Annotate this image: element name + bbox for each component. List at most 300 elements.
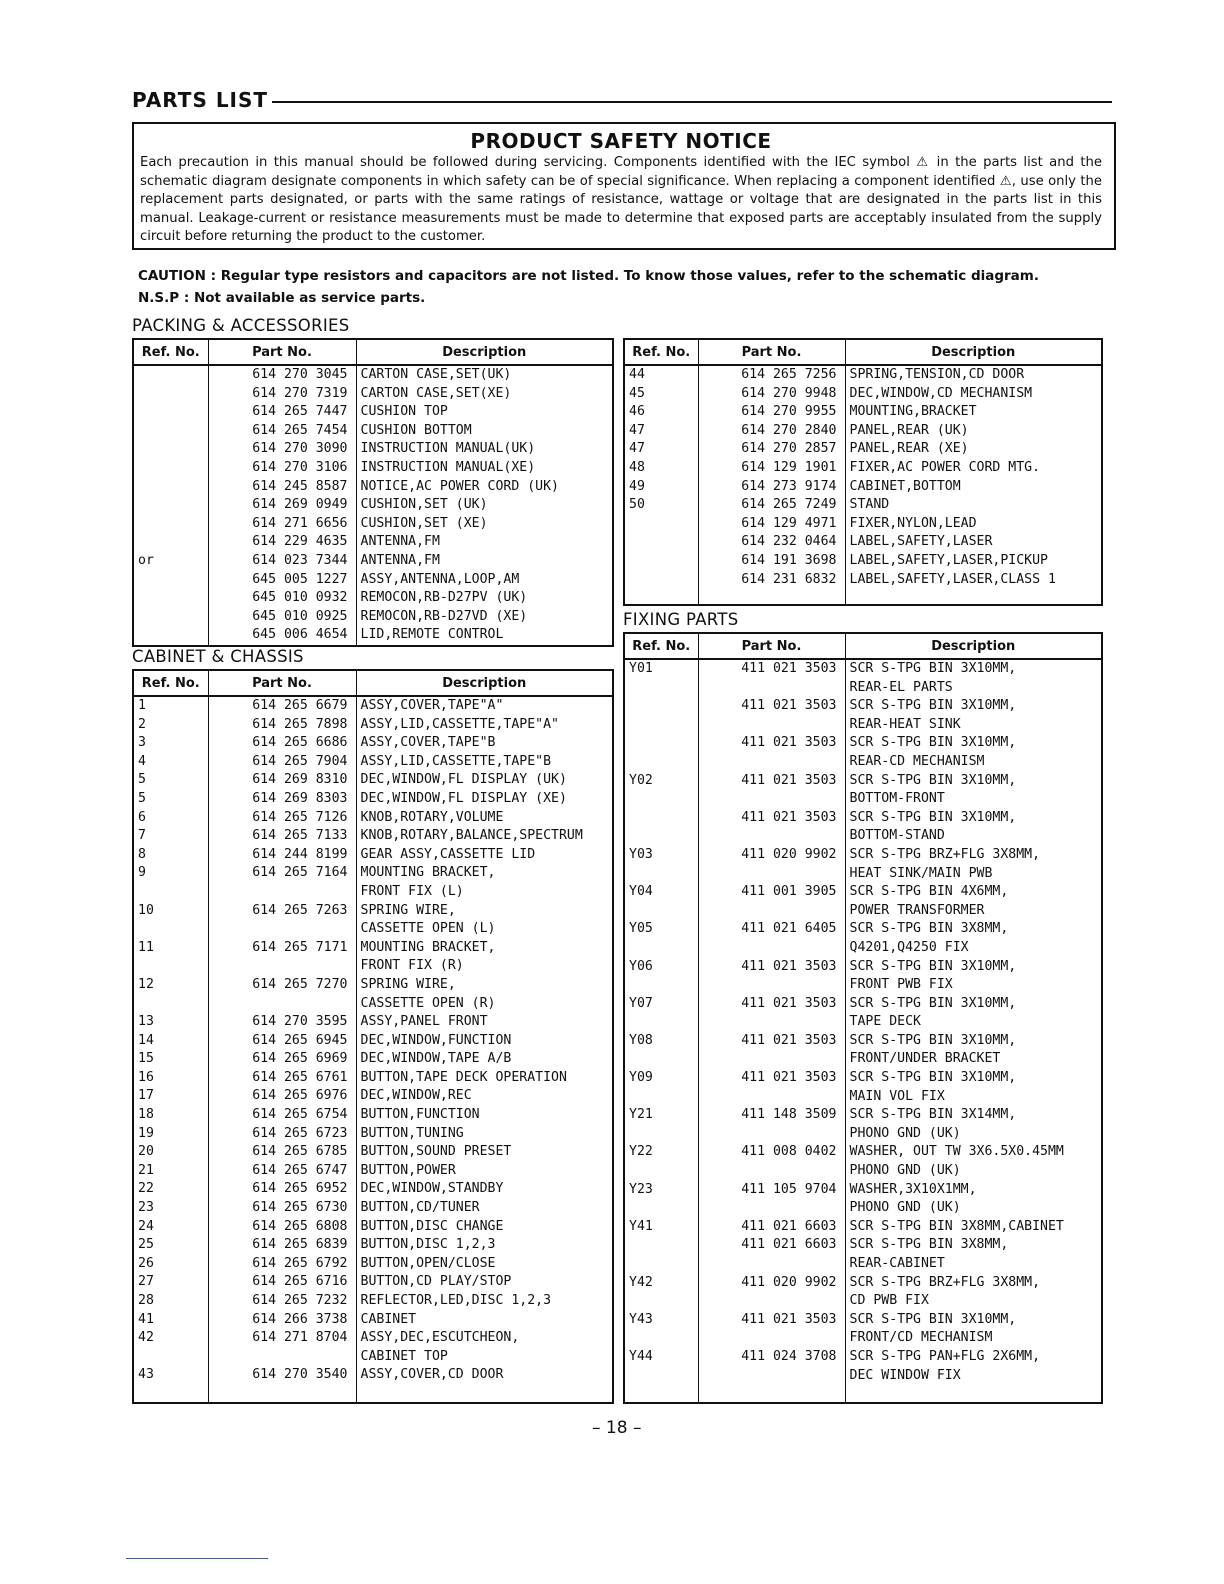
description-cell: WASHER, OUT TW 3X6.5X0.45MM <box>845 1143 1102 1162</box>
table-row <box>624 846 1102 865</box>
table-row <box>133 1087 613 1106</box>
table-row <box>624 753 1102 772</box>
description-cell: ASSY,LID,CASSETTE,TAPE"B <box>356 753 613 772</box>
part-no-cell: 614 270 2857 <box>698 440 845 459</box>
cabinet-table <box>132 669 614 1404</box>
ref-no-cell: Y41 <box>629 1218 653 1234</box>
part-no-cell <box>698 1255 845 1274</box>
description-cell: FRONT FIX (R) <box>356 957 613 976</box>
ref-no-cell <box>624 1367 698 1386</box>
table-row <box>624 883 1102 902</box>
ref-no-cell: Y21 <box>629 1107 653 1123</box>
ref-no-cell: 27 <box>138 1274 154 1290</box>
table-row <box>133 939 613 958</box>
part-no-cell: 614 265 7898 <box>208 716 356 735</box>
description-cell: POWER TRANSFORMER <box>845 902 1102 921</box>
part-no-cell: 614 271 6656 <box>208 515 356 534</box>
description-cell: ASSY,LID,CASSETTE,TAPE"A" <box>356 716 613 735</box>
table-row <box>624 478 1102 497</box>
ref-no-cell: Y04 <box>629 884 653 900</box>
description-cell: DEC,WINDOW,FL DISPLAY (UK) <box>356 771 613 790</box>
description-cell: DEC,WINDOW,STANDBY <box>356 1180 613 1199</box>
ref-no-cell <box>133 365 208 385</box>
ref-no-cell <box>624 697 698 716</box>
part-no-cell: 614 265 6730 <box>208 1199 356 1218</box>
part-no-cell <box>698 790 845 809</box>
description-cell: FRONT FIX (L) <box>356 883 613 902</box>
description-cell: BUTTON,TAPE DECK OPERATION <box>356 1069 613 1088</box>
description-cell: BUTTON,CD PLAY/STOP <box>356 1273 613 1292</box>
col-ref: Ref. No. <box>133 670 208 696</box>
part-no-cell: 614 270 3595 <box>208 1013 356 1032</box>
part-no-cell: 645 010 0932 <box>208 589 356 608</box>
table-row <box>133 440 613 459</box>
ref-no-cell <box>133 883 208 902</box>
table-row <box>624 1348 1102 1367</box>
part-no-cell <box>698 902 845 921</box>
part-no-cell: 614 265 6723 <box>208 1125 356 1144</box>
table-row <box>133 478 613 497</box>
table-row <box>133 1273 613 1292</box>
ref-no-cell <box>624 1292 698 1311</box>
table-row <box>624 1125 1102 1144</box>
ref-no-cell: 5 <box>138 772 146 788</box>
description-cell: PHONO GND (UK) <box>845 1199 1102 1218</box>
description-cell: DEC,WINDOW,REC <box>356 1087 613 1106</box>
ref-no-cell <box>624 533 698 552</box>
part-no-cell: 614 265 6808 <box>208 1218 356 1237</box>
table-row <box>133 533 613 552</box>
description-cell: LABEL,SAFETY,LASER <box>845 533 1102 552</box>
part-no-cell: 411 020 9902 <box>698 846 845 865</box>
table-row <box>133 995 613 1014</box>
part-no-cell <box>208 883 356 902</box>
fixing-section-title: FIXING PARTS <box>623 610 739 629</box>
ref-no-cell <box>133 385 208 404</box>
page-title: PARTS LIST <box>132 88 272 112</box>
safety-notice-box <box>132 122 1116 250</box>
part-no-cell: 614 265 6839 <box>208 1236 356 1255</box>
ref-no-cell: 41 <box>138 1311 154 1327</box>
table-row <box>624 365 1102 385</box>
part-no-cell: 645 010 0925 <box>208 608 356 627</box>
part-no-cell <box>698 1088 845 1107</box>
table-row <box>624 809 1102 828</box>
ref-no-cell <box>624 809 698 828</box>
description-cell: BUTTON,CD/TUNER <box>356 1199 613 1218</box>
table-row <box>133 957 613 976</box>
table-row <box>133 976 613 995</box>
part-no-cell: 645 005 1227 <box>208 571 356 590</box>
part-no-cell: 614 270 7319 <box>208 385 356 404</box>
description-cell: SPRING WIRE, <box>356 902 613 921</box>
ref-no-cell: 8 <box>138 846 146 862</box>
part-no-cell: 411 021 3503 <box>698 659 845 679</box>
description-cell: FRONT/CD MECHANISM <box>845 1329 1102 1348</box>
table-row <box>133 1180 613 1199</box>
description-cell: HEAT SINK/MAIN PWB <box>845 865 1102 884</box>
table-row <box>133 1069 613 1088</box>
ref-no-cell <box>624 1125 698 1144</box>
part-no-cell: 411 021 3503 <box>698 995 845 1014</box>
ref-no-cell <box>624 790 698 809</box>
description-cell: SCR S-TPG BIN 3X10MM, <box>845 809 1102 828</box>
table-row <box>133 626 613 646</box>
part-no-cell: 614 265 6945 <box>208 1032 356 1051</box>
table-row <box>133 809 613 828</box>
ref-no-cell: Y44 <box>629 1348 653 1364</box>
description-cell: SCR S-TPG BIN 3X8MM,CABINET <box>845 1218 1102 1237</box>
part-no-cell: 614 269 0949 <box>208 496 356 515</box>
ref-no-cell <box>624 571 698 590</box>
part-no-cell: 614 232 0464 <box>698 533 845 552</box>
ref-no-cell: 4 <box>138 753 146 769</box>
ref-no-cell: 50 <box>629 497 645 513</box>
ref-no-cell: 12 <box>138 976 154 992</box>
filler-row <box>624 1385 1102 1403</box>
ref-no-cell: 46 <box>629 404 645 420</box>
ref-no-cell: Y08 <box>629 1032 653 1048</box>
part-no-cell <box>698 827 845 846</box>
description-cell: TAPE DECK <box>845 1013 1102 1032</box>
ref-no-cell <box>133 403 208 422</box>
table-row <box>624 1199 1102 1218</box>
table-row <box>624 679 1102 698</box>
empty-cell <box>133 1385 208 1403</box>
part-no-cell: 614 265 7270 <box>208 976 356 995</box>
table-row <box>133 790 613 809</box>
table-row <box>133 496 613 515</box>
ref-no-cell <box>133 533 208 552</box>
description-cell: BUTTON,OPEN/CLOSE <box>356 1255 613 1274</box>
table-row <box>133 1218 613 1237</box>
ref-no-cell: 28 <box>138 1293 154 1308</box>
col-desc: Description <box>845 633 1102 659</box>
packing-section-title: PACKING & ACCESSORIES <box>132 316 350 335</box>
col-desc: Description <box>356 339 613 365</box>
ref-no-cell: 19 <box>138 1125 154 1141</box>
filler-row <box>133 1385 613 1403</box>
part-no-cell: 411 021 3503 <box>698 1032 845 1051</box>
table-row <box>133 920 613 939</box>
part-no-cell <box>698 679 845 698</box>
table-row <box>624 1255 1102 1274</box>
table-row <box>624 902 1102 921</box>
description-cell: BUTTON,TUNING <box>356 1125 613 1144</box>
table-row <box>624 1311 1102 1330</box>
part-no-cell: 614 229 4635 <box>208 533 356 552</box>
ref-no-cell <box>624 827 698 846</box>
description-cell: LABEL,SAFETY,LASER,PICKUP <box>845 552 1102 571</box>
description-cell: BOTTOM-FRONT <box>845 790 1102 809</box>
table-row <box>133 1199 613 1218</box>
part-no-cell: 614 265 7164 <box>208 864 356 883</box>
description-cell: MOUNTING BRACKET, <box>356 939 613 958</box>
table-row <box>133 846 613 865</box>
table-row <box>624 920 1102 939</box>
table-row <box>624 958 1102 977</box>
description-cell: ASSY,COVER,TAPE"A" <box>356 696 613 716</box>
part-no-cell: 411 001 3905 <box>698 883 845 902</box>
part-no-cell: 614 265 6747 <box>208 1162 356 1181</box>
ref-no-cell <box>133 422 208 441</box>
description-cell: REAR-EL PARTS <box>845 679 1102 698</box>
ref-no-cell <box>624 1199 698 1218</box>
empty-cell <box>698 589 845 605</box>
part-no-cell: 411 021 3503 <box>698 1311 845 1330</box>
col-ref: Ref. No. <box>624 633 698 659</box>
description-cell: Q4201,Q4250 FIX <box>845 939 1102 958</box>
ref-no-cell <box>133 626 208 646</box>
table-row <box>624 995 1102 1014</box>
ref-no-cell <box>133 515 208 534</box>
table-row <box>133 1255 613 1274</box>
part-no-cell: 614 265 6969 <box>208 1050 356 1069</box>
ref-no-cell: or <box>138 552 154 568</box>
description-cell: REMOCON,RB-D27PV (UK) <box>356 589 613 608</box>
part-no-cell: 411 021 3503 <box>698 958 845 977</box>
ref-no-cell: 43 <box>138 1367 154 1383</box>
part-no-cell: 411 021 3503 <box>698 809 845 828</box>
description-cell: SCR S-TPG BIN 3X10MM, <box>845 772 1102 791</box>
description-cell: CASSETTE OPEN (R) <box>356 995 613 1014</box>
description-cell: ANTENNA,FM <box>356 552 613 571</box>
cabinet-continued-table <box>623 338 1103 606</box>
part-no-cell: 614 270 3090 <box>208 440 356 459</box>
part-no-cell: 614 270 3106 <box>208 459 356 478</box>
part-no-cell <box>698 1329 845 1348</box>
ref-no-cell <box>624 865 698 884</box>
part-no-cell: 614 265 7232 <box>208 1292 356 1311</box>
ref-no-cell: 3 <box>138 735 146 751</box>
ref-no-cell: Y22 <box>629 1144 653 1160</box>
ref-no-cell: 23 <box>138 1200 154 1216</box>
description-cell: SCR S-TPG BRZ+FLG 3X8MM, <box>845 846 1102 865</box>
table-row <box>624 403 1102 422</box>
table-row <box>624 459 1102 478</box>
ref-no-cell: 25 <box>138 1237 154 1253</box>
description-cell: CUSHION,SET (XE) <box>356 515 613 534</box>
part-no-cell: 614 270 3045 <box>208 365 356 385</box>
part-no-cell: 614 265 7126 <box>208 809 356 828</box>
ref-no-cell: 13 <box>138 1014 154 1030</box>
ref-no-cell <box>133 995 208 1014</box>
part-no-cell <box>698 1125 845 1144</box>
ref-no-cell: Y07 <box>629 995 653 1011</box>
ref-no-cell <box>624 716 698 735</box>
part-no-cell: 614 265 7171 <box>208 939 356 958</box>
ref-no-cell <box>624 1236 698 1255</box>
part-no-cell: 614 265 7904 <box>208 753 356 772</box>
col-desc: Description <box>845 339 1102 365</box>
col-desc: Description <box>356 670 613 696</box>
fixing-table <box>623 632 1103 1404</box>
part-no-cell: 614 265 7263 <box>208 902 356 921</box>
part-no-cell: 614 265 6716 <box>208 1273 356 1292</box>
part-no-cell: 614 270 9955 <box>698 403 845 422</box>
ref-no-cell <box>624 1050 698 1069</box>
col-part: Part No. <box>208 339 356 365</box>
ref-no-cell <box>624 552 698 571</box>
ref-no-cell: 16 <box>138 1069 154 1085</box>
table-row <box>624 865 1102 884</box>
ref-no-cell <box>133 1348 208 1367</box>
description-cell: CD PWB FIX <box>845 1292 1102 1311</box>
part-no-cell: 411 105 9704 <box>698 1181 845 1200</box>
table-row <box>624 1274 1102 1293</box>
ref-no-cell: 2 <box>138 716 146 732</box>
table-row <box>133 864 613 883</box>
table-row <box>133 1143 613 1162</box>
table-row <box>624 1218 1102 1237</box>
table-row <box>624 1106 1102 1125</box>
ref-no-cell <box>133 571 208 590</box>
footer-line <box>126 1558 268 1559</box>
description-cell: SPRING WIRE, <box>356 976 613 995</box>
part-no-cell <box>698 716 845 735</box>
part-no-cell: 614 245 8587 <box>208 478 356 497</box>
table-row <box>133 515 613 534</box>
cabinet-section-title: CABINET & CHASSIS <box>132 647 304 666</box>
ref-no-cell: Y06 <box>629 958 653 974</box>
part-no-cell: 614 191 3698 <box>698 552 845 571</box>
ref-no-cell: 7 <box>138 828 146 844</box>
table-row <box>133 734 613 753</box>
col-part: Part No. <box>208 670 356 696</box>
col-ref: Ref. No. <box>133 339 208 365</box>
description-cell: SCR S-TPG BIN 3X10MM, <box>845 958 1102 977</box>
part-no-cell: 411 021 3503 <box>698 772 845 791</box>
table-row <box>133 1292 613 1311</box>
ref-no-cell <box>624 1013 698 1032</box>
part-no-cell <box>698 1367 845 1386</box>
col-ref: Ref. No. <box>624 339 698 365</box>
part-no-cell <box>208 920 356 939</box>
table-row <box>624 772 1102 791</box>
table-row <box>133 608 613 627</box>
ref-no-cell <box>624 734 698 753</box>
empty-cell <box>208 1385 356 1403</box>
ref-no-cell: 20 <box>138 1144 154 1160</box>
table-row <box>133 589 613 608</box>
description-cell: PANEL,REAR (XE) <box>845 440 1102 459</box>
table-row <box>133 365 613 385</box>
part-no-cell: 614 265 7249 <box>698 496 845 515</box>
ref-no-cell: 21 <box>138 1162 154 1178</box>
table-row <box>624 1181 1102 1200</box>
filler-row <box>624 589 1102 605</box>
part-no-cell: 614 129 4971 <box>698 515 845 534</box>
part-no-cell <box>698 1292 845 1311</box>
part-no-cell: 614 269 8303 <box>208 790 356 809</box>
description-cell: ASSY,ANTENNA,LOOP,AM <box>356 571 613 590</box>
ref-no-cell: 24 <box>138 1218 154 1234</box>
table-row <box>133 1329 613 1348</box>
description-cell: CABINET <box>356 1311 613 1330</box>
ref-no-cell <box>624 976 698 995</box>
description-cell: CUSHION TOP <box>356 403 613 422</box>
table-row <box>133 459 613 478</box>
description-cell: SCR S-TPG BIN 3X8MM, <box>845 920 1102 939</box>
page-number: – 18 – <box>592 1418 642 1438</box>
description-cell: STAND <box>845 496 1102 515</box>
description-cell: SCR S-TPG BIN 3X14MM, <box>845 1106 1102 1125</box>
table-row <box>624 1143 1102 1162</box>
part-no-cell: 614 269 8310 <box>208 771 356 790</box>
part-no-cell: 614 265 7454 <box>208 422 356 441</box>
ref-no-cell: 22 <box>138 1181 154 1197</box>
empty-cell <box>356 1385 613 1403</box>
ref-no-cell: Y02 <box>629 772 653 788</box>
description-cell: FIXER,NYLON,LEAD <box>845 515 1102 534</box>
table-row <box>624 1162 1102 1181</box>
description-cell: BUTTON,POWER <box>356 1162 613 1181</box>
ref-no-cell <box>624 902 698 921</box>
ref-no-cell: 15 <box>138 1051 154 1067</box>
ref-no-cell <box>624 515 698 534</box>
part-no-cell: 411 020 9902 <box>698 1274 845 1293</box>
table-row <box>133 771 613 790</box>
table-row <box>624 1088 1102 1107</box>
ref-no-cell: 45 <box>629 385 645 401</box>
part-no-cell: 614 270 2840 <box>698 422 845 441</box>
part-no-cell: 411 021 6603 <box>698 1236 845 1255</box>
ref-no-cell: 5 <box>138 790 146 806</box>
part-no-cell: 411 021 3503 <box>698 734 845 753</box>
table-row <box>133 902 613 921</box>
description-cell: CABINET,BOTTOM <box>845 478 1102 497</box>
table-row <box>624 790 1102 809</box>
empty-cell <box>624 589 698 605</box>
ref-no-cell: 44 <box>629 367 645 382</box>
description-cell: ASSY,PANEL FRONT <box>356 1013 613 1032</box>
description-cell: BUTTON,SOUND PRESET <box>356 1143 613 1162</box>
description-cell: SCR S-TPG BIN 3X10MM, <box>845 1311 1102 1330</box>
description-cell: REFLECTOR,LED,DISC 1,2,3 <box>356 1292 613 1311</box>
table-row <box>624 659 1102 679</box>
ref-no-cell <box>624 753 698 772</box>
description-cell: CARTON CASE,SET(XE) <box>356 385 613 404</box>
table-row <box>133 552 613 571</box>
col-part: Part No. <box>698 339 845 365</box>
ref-no-cell: 47 <box>629 441 645 457</box>
ref-no-cell: Y23 <box>629 1181 653 1197</box>
table-row <box>133 1236 613 1255</box>
description-cell: SPRING,TENSION,CD DOOR <box>845 365 1102 385</box>
table-row <box>133 403 613 422</box>
description-cell: DEC,WINDOW,FL DISPLAY (XE) <box>356 790 613 809</box>
description-cell: FRONT/UNDER BRACKET <box>845 1050 1102 1069</box>
part-no-cell <box>698 1050 845 1069</box>
description-cell: BUTTON,DISC 1,2,3 <box>356 1236 613 1255</box>
empty-cell <box>845 1385 1102 1403</box>
table-row <box>624 1292 1102 1311</box>
ref-no-cell: 1 <box>138 698 146 713</box>
description-cell: CARTON CASE,SET(UK) <box>356 365 613 385</box>
description-cell: CUSHION,SET (UK) <box>356 496 613 515</box>
notice-body: Each precaution in this manual should be followed during servicing. Components identified with the IEC symbol ⚠ in the parts list and the schematic diagram designate components in which safety can be of special significance. When replacing a component identified ⚠, use only the replacement parts designated, or parts with the same ratings of resistance, wattage or voltage that are designated in the parts list in this manual. Leakage-current or resistance measurements must be made to determine that exposed parts are acceptably insulated from the supply circuit before returning the product to the customer. <box>140 155 1102 244</box>
parts-list-header <box>132 88 1112 114</box>
description-cell: MAIN VOL FIX <box>845 1088 1102 1107</box>
description-cell: SCR S-TPG BIN 3X8MM, <box>845 1236 1102 1255</box>
ref-no-cell: 26 <box>138 1255 154 1271</box>
part-no-cell: 614 266 3738 <box>208 1311 356 1330</box>
table-row <box>624 1367 1102 1386</box>
description-cell: DEC WINDOW FIX <box>845 1367 1102 1386</box>
part-no-cell: 614 270 3540 <box>208 1366 356 1385</box>
ref-no-cell: 42 <box>138 1330 154 1346</box>
ref-no-cell <box>624 1162 698 1181</box>
